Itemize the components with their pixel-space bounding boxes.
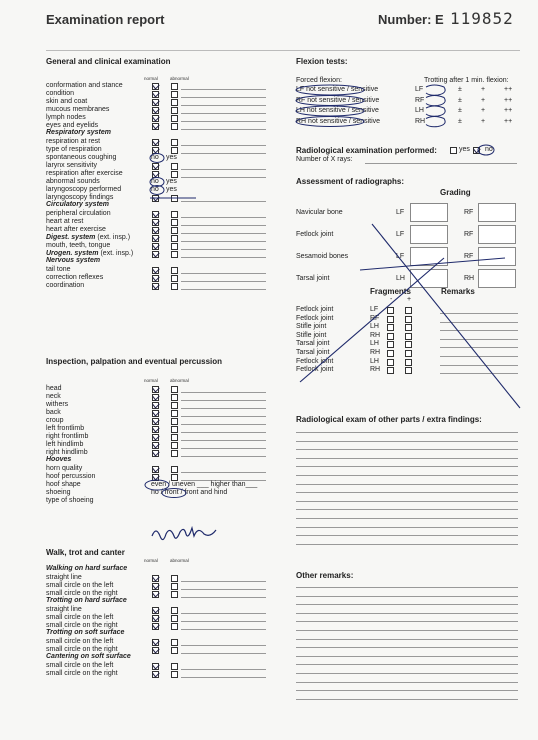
grading-left-leg: LH <box>396 275 405 282</box>
flexion-leg: RH <box>415 117 426 125</box>
row-label: small circle on the right <box>46 622 118 629</box>
row-label: small circle on the right <box>46 590 118 597</box>
row-label: skin and coat <box>46 98 88 105</box>
grading-left-leg: LF <box>396 209 405 216</box>
row-label: croup <box>46 417 64 424</box>
grading-row-label: Navicular bone <box>296 209 343 216</box>
grading-row-label: Tarsal joint <box>296 275 330 282</box>
fragment-leg: LH <box>370 340 379 348</box>
grade-option[interactable]: ++ <box>504 86 513 93</box>
handwritten-normal <box>152 528 216 540</box>
row-label: condition <box>46 90 75 97</box>
fragment-leg: RH <box>370 331 381 339</box>
grading-left-leg: LF <box>396 253 405 260</box>
grade-option[interactable]: ++ <box>504 117 513 125</box>
report-number-value: 119852 <box>450 9 514 28</box>
trotting-after-flexion-label: Trotting after 1 min. flexion: <box>424 77 509 84</box>
row-label-system: Digest. system <box>46 234 96 241</box>
circled-front-mark <box>162 489 186 498</box>
col-abnormal-header: abnormal <box>170 378 189 383</box>
row-label: left hindlimb <box>46 441 84 448</box>
row-label: respiration at rest <box>46 138 101 145</box>
row-label: lymph nodes <box>46 114 86 121</box>
fragment-row-label: Fetlock joint <box>296 366 334 374</box>
row-label: left frontlimb <box>46 425 85 432</box>
general-section-title: General and clinical examination <box>46 57 171 66</box>
flexion-row-text[interactable]: RH not sensitive / sensitive <box>296 117 381 125</box>
walk-section-title: Walk, trot and canter <box>46 548 125 557</box>
subsection-heading: Cantering on soft surface <box>46 653 131 660</box>
col-normal-header: normal <box>144 558 158 563</box>
fragment-row-label: Fetlock joint <box>296 357 334 365</box>
grading-right-leg: RF <box>464 231 474 238</box>
grade-option[interactable]: + <box>481 86 486 93</box>
row-label: small circle on the left <box>46 662 114 669</box>
row-label-suffix: (ext. insp.) <box>95 234 131 241</box>
subsection-heading: Nervous system <box>46 257 101 264</box>
flexion-row-text[interactable]: RF not sensitive / sensitive <box>296 96 380 104</box>
fragments-plus: + <box>407 296 412 303</box>
subsection-heading: Hooves <box>46 456 72 463</box>
fragment-leg: LF <box>370 306 379 313</box>
row-label: laryngoscopy findings <box>46 194 114 201</box>
fragment-row-label: Fetlock joint <box>296 306 334 313</box>
report-title: Examination report <box>46 12 165 27</box>
grade-option[interactable]: ± <box>458 96 462 104</box>
report-number-label: Number: E <box>378 12 444 27</box>
xray-count-label: Number of X rays: <box>296 156 353 163</box>
flexion-leg: RF <box>415 96 425 104</box>
fragment-leg: RH <box>370 349 381 356</box>
cross-out-line <box>300 258 444 382</box>
other-parts-title: Radiological exam of other parts / extra findings: <box>296 415 482 424</box>
row-label-suffix: (ext. insp.) <box>98 250 134 257</box>
row-label: small circle on the left <box>46 638 114 645</box>
option-yes[interactable]: yes <box>166 178 177 185</box>
row-label: peripheral circulation <box>46 210 111 217</box>
row-label: shoeing <box>46 489 71 496</box>
flexion-leg: LH <box>415 107 424 114</box>
row-label: eyes and eyelids <box>46 122 99 129</box>
grade-option[interactable]: + <box>481 117 486 125</box>
row-label: small circle on the left <box>46 614 114 621</box>
row-label: conformation and stance <box>46 82 123 89</box>
row-label: larynx sensitivity <box>46 162 97 169</box>
grading-right-leg: RH <box>464 275 475 282</box>
row-label: type of shoeing <box>46 497 94 504</box>
fragment-leg: RH <box>370 366 381 374</box>
option-yes[interactable]: yes <box>166 186 177 193</box>
col-abnormal-header: abnormal <box>170 558 189 563</box>
flexion-grade-scribble <box>426 106 445 116</box>
grading-left-leg: LF <box>396 231 405 238</box>
choice-options[interactable]: no / front / front and hind <box>151 489 228 496</box>
inspection-section-title: Inspection, palpation and eventual percussion <box>46 357 223 366</box>
flexion-grade-scribble <box>426 96 445 106</box>
row-label: head <box>46 385 62 392</box>
subsection-heading: Walking on hard surface <box>46 565 128 572</box>
forced-flexion-label: Forced flexion: <box>296 77 342 84</box>
row-label: right frontlimb <box>46 433 89 440</box>
row-label: spontaneous coughing <box>46 154 117 161</box>
circled-not-sensitive-mark <box>296 117 364 127</box>
row-label: respiration after exercise <box>46 170 123 177</box>
flexion-grade-scribble <box>426 117 445 127</box>
choice-options[interactable]: even / uneven ___ higher than___ <box>151 481 258 488</box>
row-label: hoof percussion <box>46 473 96 480</box>
row-label: tail tone <box>46 266 71 273</box>
option-yes[interactable]: yes <box>166 154 177 161</box>
subsection-heading: Circulatory system <box>46 201 110 208</box>
row-label: abnormal sounds <box>46 178 100 185</box>
flexion-grade-scribble <box>426 85 445 95</box>
fragment-row-label: Tarsal joint <box>296 349 330 356</box>
row-label: coordination <box>46 282 85 289</box>
row-label: back <box>46 409 61 416</box>
col-normal-header: normal <box>144 76 158 81</box>
xray-title: Radiological examination performed: <box>296 146 437 155</box>
row-label: heart at rest <box>46 218 84 225</box>
grade-option[interactable]: + <box>481 96 486 104</box>
grading-label: Grading <box>440 188 471 197</box>
option-no[interactable]: no <box>151 154 159 161</box>
row-label: straight line <box>46 574 82 581</box>
option-no[interactable]: no <box>151 186 159 193</box>
grading-right-leg: RF <box>464 209 474 216</box>
row-label: withers <box>46 401 69 408</box>
circled-not-sensitive-mark <box>296 96 364 106</box>
xray-yes-label: yes <box>459 146 470 153</box>
row-label: laryngoscopy performed <box>46 186 122 193</box>
xray-no-label: no <box>485 146 493 153</box>
grade-option[interactable]: ± <box>458 117 462 125</box>
circled-even-mark <box>145 480 169 490</box>
row-label: small circle on the right <box>46 670 118 677</box>
row-label: type of respiration <box>46 146 102 153</box>
option-no[interactable]: no <box>151 178 159 185</box>
row-label: horn quality <box>46 465 83 472</box>
flexion-row-text[interactable]: LF not sensitive / sensitive <box>296 86 379 93</box>
col-normal-header: normal <box>144 378 158 383</box>
row-label: straight line <box>46 606 82 613</box>
row-label: small circle on the left <box>46 582 114 589</box>
grade-option[interactable]: ± <box>458 107 462 114</box>
flexion-title: Flexion tests: <box>296 57 348 66</box>
col-abnormal-header: abnormal <box>170 76 189 81</box>
subsection-heading: Trotting on soft surface <box>46 629 125 636</box>
assessment-title: Assessment of radiographs: <box>296 177 405 186</box>
grading-row-label: Sesamoid bones <box>296 253 349 260</box>
grade-option[interactable]: + <box>481 107 486 114</box>
circled-xray-no-mark <box>478 145 494 155</box>
subsection-heading: Trotting on hard surface <box>46 597 127 604</box>
grade-option[interactable]: ++ <box>504 96 513 104</box>
row-label: right hindlimb <box>46 449 88 456</box>
fragment-row-label: Stifle joint <box>296 323 327 331</box>
fragment-row-label: Tarsal joint <box>296 340 330 348</box>
grade-option[interactable]: ± <box>458 86 462 93</box>
grading-right-leg: RF <box>464 253 474 260</box>
row-label: heart after exercise <box>46 226 106 233</box>
row-label-system: Urogen. system <box>46 250 99 257</box>
circled-no-mark <box>150 154 164 163</box>
circled-not-sensitive-mark <box>296 85 364 95</box>
row-label: small circle on the right <box>46 646 118 653</box>
row-label: mouth, teeth, tongue <box>46 242 111 249</box>
flexion-leg: LF <box>415 86 424 93</box>
cross-out-line <box>372 224 520 408</box>
fragment-leg: RF <box>370 314 380 322</box>
grade-option[interactable]: ++ <box>504 107 513 114</box>
row-label: correction reflexes <box>46 274 104 281</box>
circled-not-sensitive-mark <box>296 106 364 116</box>
other-remarks-title: Other remarks: <box>296 571 354 580</box>
grading-row-label: Fetlock joint <box>296 231 334 238</box>
fragment-row-label: Fetlock joint <box>296 314 334 322</box>
row-label: neck <box>46 393 61 400</box>
remarks-label: Remarks <box>441 287 475 296</box>
row-label: hoof shape <box>46 481 81 488</box>
subsection-heading: Respiratory system <box>46 129 111 136</box>
fragments-label: Fragments <box>370 287 411 296</box>
flexion-row-text[interactable]: LH not sensitive / sensitive <box>296 107 379 114</box>
fragments-minus: - <box>390 296 393 303</box>
fragment-leg: LH <box>370 357 379 365</box>
row-label: mucous membranes <box>46 106 110 113</box>
fragment-leg: LH <box>370 323 379 331</box>
fragment-row-label: Stifle joint <box>296 331 327 339</box>
